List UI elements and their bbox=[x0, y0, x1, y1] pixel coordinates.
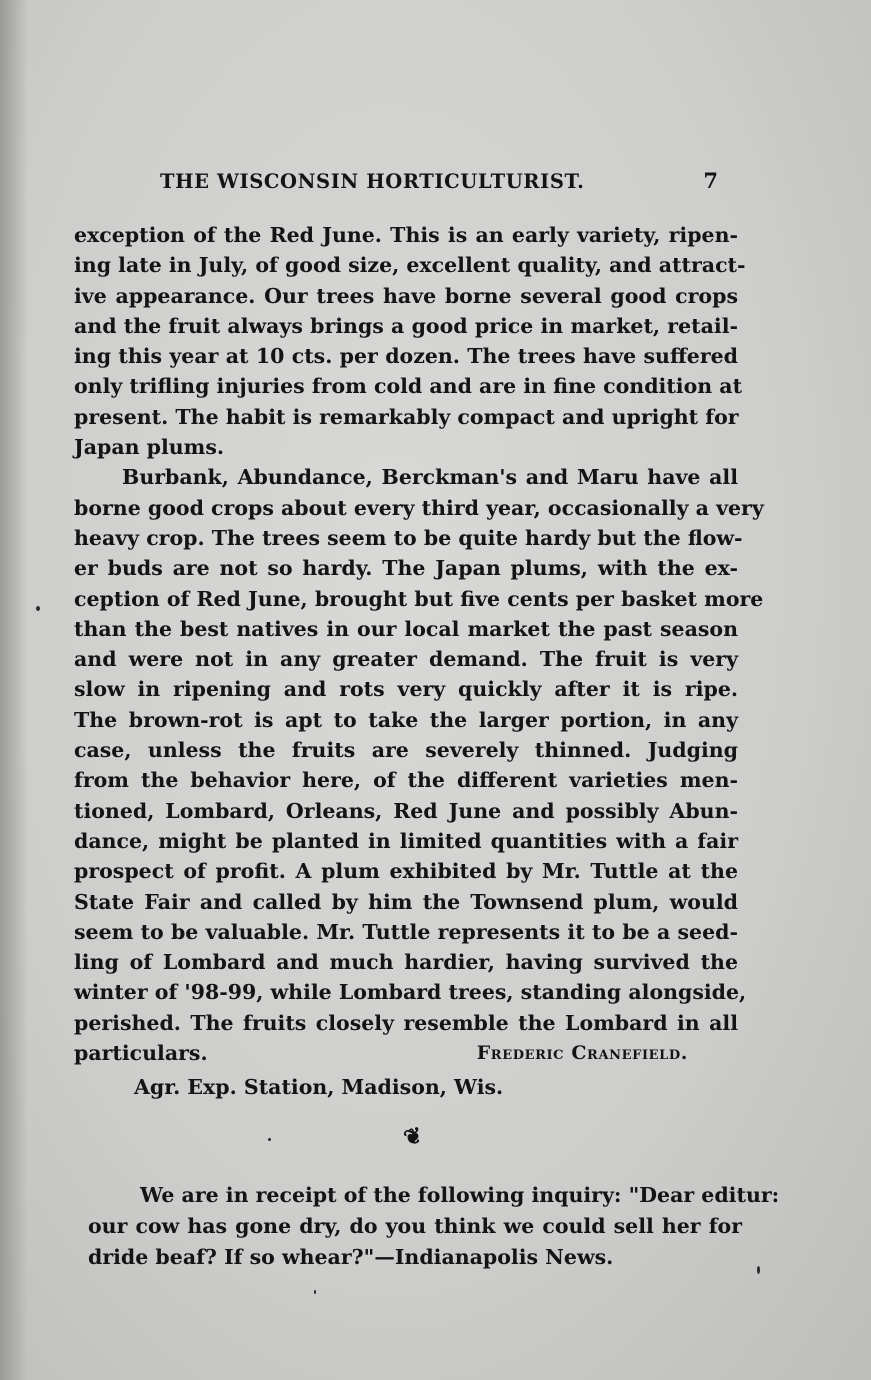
text-line: borne good crops about every third year, occasionally a very bbox=[74, 495, 764, 520]
print-speck bbox=[757, 1266, 760, 1274]
fleuron-separator: ❦ bbox=[400, 1122, 426, 1152]
text-line: particulars. bbox=[74, 1041, 208, 1066]
text-line: prospect of profit. A plum exhibited by Mr. Tuttle at the bbox=[74, 859, 738, 884]
text-line: ive appearance. Our trees have borne several good crops bbox=[74, 283, 738, 308]
print-speck bbox=[268, 1138, 271, 1141]
page-number: 7 bbox=[703, 168, 718, 193]
text-line: The brown-rot is apt to take the larger portion, in any bbox=[74, 707, 738, 732]
paragraph-2 bbox=[74, 462, 764, 1106]
text-line: case, unless the fruits are severely thinned. Judging bbox=[74, 738, 738, 763]
text-line: our cow has gone dry, do you think we could sell her for bbox=[88, 1214, 742, 1238]
print-speck bbox=[36, 606, 40, 611]
text-line: dride beaf? If so whear?"—Indianapolis News. bbox=[88, 1245, 614, 1269]
text-line: only trifling injuries from cold and are in fine condition at bbox=[74, 374, 743, 399]
text-line: and were not in any greater demand. The fruit is very bbox=[74, 647, 738, 672]
text-line: We are in receipt of the following inquiry: "Dear editur: bbox=[140, 1183, 780, 1207]
text-line: Japan plums. bbox=[74, 435, 225, 460]
text-line: slow in ripening and rots very quickly after it is ripe. bbox=[74, 677, 738, 702]
text-line: State Fair and called by him the Townsend plum, would bbox=[74, 889, 738, 914]
text-line: heavy crop. The trees seem to be quite hardy but the flow- bbox=[74, 525, 743, 550]
text-line: perished. The fruits closely resemble the Lombard in all bbox=[74, 1010, 738, 1035]
text-line: Burbank, Abundance, Berckman's and Maru have all bbox=[122, 465, 738, 490]
text-line: winter of '98-99, while Lombard trees, standing alongside, bbox=[74, 980, 747, 1005]
text-line: dance, might be planted in limited quantities with a fair bbox=[74, 828, 738, 853]
print-speck bbox=[314, 1290, 316, 1294]
running-title: THE WISCONSIN HORTICULTURIST. bbox=[160, 170, 585, 193]
text-line: ing late in July, of good size, excellent quality, and attract- bbox=[74, 253, 746, 278]
text-line: from the behavior here, of the different varieties men- bbox=[74, 768, 738, 793]
text-line: seem to be valuable. Mr. Tuttle represents it to be a seed- bbox=[74, 919, 738, 944]
signature-line bbox=[74, 1038, 738, 1068]
text-line: exception of the Red June. This is an early variety, ripen- bbox=[74, 223, 738, 247]
text-line: present. The habit is remarkably compact and upright for bbox=[74, 404, 739, 429]
paragraph-1 bbox=[74, 220, 746, 462]
text-line: ing this year at 10 cts. per dozen. The trees have suffered bbox=[74, 344, 738, 369]
humor-item bbox=[88, 1180, 780, 1273]
text-line: and the fruit always brings a good price in market, retail- bbox=[74, 313, 738, 338]
text-line: ception of Red June, brought but five cents per basket more bbox=[74, 586, 764, 611]
text-line: ling of Lombard and much hardier, having survived the bbox=[74, 950, 738, 975]
text-line: er buds are not so hardy. The Japan plums, with the ex- bbox=[74, 556, 738, 581]
text-line: than the best natives in our local market the past season bbox=[74, 616, 738, 641]
article-body bbox=[74, 220, 764, 1106]
author-signature: Frederic Cranefield. bbox=[476, 1042, 688, 1065]
page-edge-shadow bbox=[0, 0, 28, 1380]
page-header bbox=[160, 170, 720, 200]
author-affiliation: Agr. Exp. Station, Madison, Wis. bbox=[134, 1075, 504, 1100]
text-line: tioned, Lombard, Orleans, Red June and possibly Abun- bbox=[74, 798, 738, 823]
